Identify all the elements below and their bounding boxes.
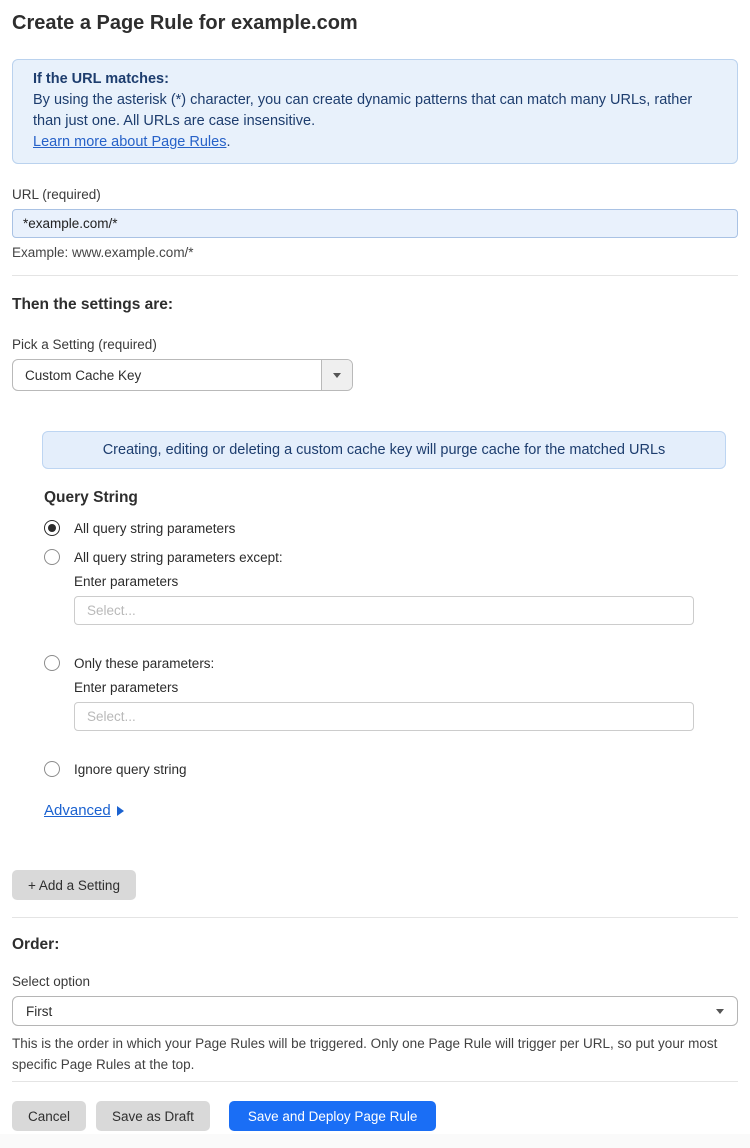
- link-period: .: [226, 134, 231, 150]
- radio-option-all-except[interactable]: [44, 549, 738, 565]
- pick-setting-label: Pick a Setting (required): [12, 337, 157, 352]
- cancel-button[interactable]: Cancel: [12, 1101, 86, 1131]
- url-match-info-box: [12, 59, 738, 164]
- radio-option-ignore-query-string[interactable]: [44, 761, 738, 777]
- url-field-label: URL (required): [12, 187, 101, 202]
- order-select[interactable]: [12, 996, 738, 1026]
- purge-cache-notice: Creating, editing or deleting a custom cache key will purge cache for the matched URLs: [42, 431, 726, 469]
- url-example-text: Example: www.example.com/*: [12, 245, 194, 260]
- radio-button[interactable]: [44, 549, 60, 565]
- save-as-draft-button[interactable]: Save as Draft: [96, 1101, 210, 1131]
- order-heading: Order:: [12, 936, 60, 953]
- radio-button[interactable]: [44, 655, 60, 671]
- enter-parameters-label: Enter parameters: [74, 574, 179, 589]
- add-setting-button[interactable]: + Add a Setting: [12, 870, 136, 900]
- chevron-right-icon: [117, 806, 124, 816]
- form-actions: [12, 1101, 738, 1131]
- only-parameters-input[interactable]: [74, 702, 694, 731]
- create-page-rule-form: [0, 11, 750, 1148]
- learn-more-link[interactable]: Learn more about Page Rules: [33, 134, 227, 150]
- radio-option-all-params[interactable]: [44, 520, 738, 536]
- divider: [12, 1081, 738, 1082]
- query-string-section: [44, 489, 738, 820]
- save-and-deploy-button[interactable]: Save and Deploy Page Rule: [229, 1101, 437, 1131]
- radio-button[interactable]: [44, 761, 60, 777]
- settings-heading: Then the settings are:: [12, 296, 174, 313]
- radio-label: All query string parameters except:: [74, 549, 283, 565]
- order-select-label: Select option: [12, 974, 91, 989]
- radio-button[interactable]: [44, 520, 60, 536]
- advanced-link-text: Advanced: [44, 802, 111, 819]
- advanced-link[interactable]: [44, 802, 124, 819]
- except-parameters-field: [74, 574, 738, 625]
- except-parameters-input[interactable]: [74, 596, 694, 625]
- url-input[interactable]: [12, 209, 738, 238]
- setting-select[interactable]: [12, 359, 353, 391]
- radio-label: Only these parameters:: [74, 655, 215, 671]
- enter-parameters-label: Enter parameters: [74, 680, 179, 695]
- info-box-body: By using the asterisk (*) character, you can create dynamic patterns that can match many URLs, rather than just one. All URLs are case insensitive.: [33, 92, 693, 129]
- divider: [12, 275, 738, 276]
- order-select-value: First: [26, 1003, 53, 1019]
- radio-label: All query string parameters: [74, 520, 236, 536]
- info-box-heading: If the URL matches:: [33, 71, 169, 87]
- info-box-link-line: [33, 132, 717, 153]
- only-parameters-field: [74, 680, 738, 731]
- chevron-down-icon: [333, 373, 341, 378]
- setting-select-arrow-button[interactable]: [321, 360, 352, 390]
- page-title: Create a Page Rule for example.com: [12, 12, 358, 34]
- setting-select-value: Custom Cache Key: [25, 367, 142, 383]
- order-help-text: This is the order in which your Page Rules will be triggered. Only one Page Rule will trigger per URL, so put your most specific Page Rules at the top.: [12, 1036, 718, 1072]
- page-background-strip: [0, 1134, 750, 1148]
- radio-option-only-these[interactable]: [44, 655, 738, 671]
- radio-label: Ignore query string: [74, 761, 187, 777]
- chevron-down-icon: [716, 1009, 724, 1014]
- query-string-heading: Query String: [44, 489, 138, 506]
- divider: [12, 917, 738, 918]
